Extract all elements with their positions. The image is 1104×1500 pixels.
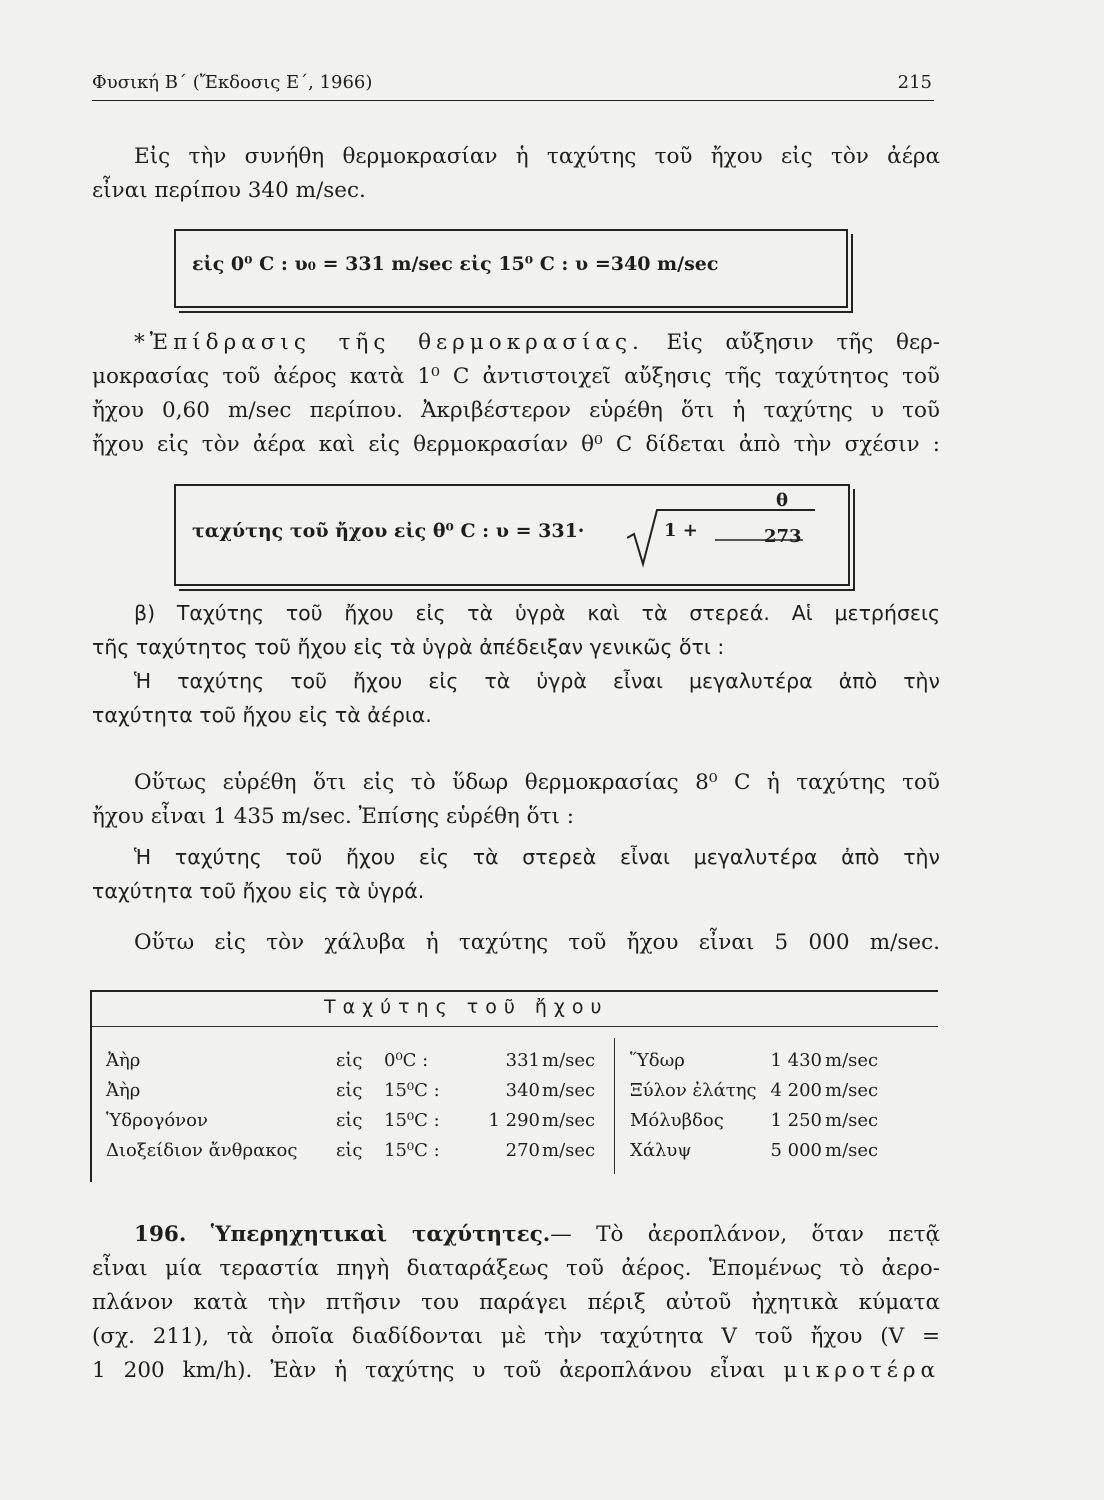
formula-one-plus: 1 +	[664, 520, 698, 541]
table-cell-sub: Ἀὴρ	[106, 1080, 141, 1101]
section-196-line	[92, 1354, 940, 1388]
section-196-line	[92, 1218, 940, 1252]
table-cell-sub2: Χάλυψ	[630, 1140, 692, 1161]
section-text: 1 200 km/h). Ἐὰν ἡ ταχύτης υ τοῦ ἀεροπλάνου εἶναι	[92, 1358, 784, 1383]
table-cell-val2: 1 250	[770, 1110, 822, 1131]
table-cell-temp: 15⁰C :	[384, 1110, 440, 1131]
formula-lead: ταχύτης τοῦ ἤχου εἰς θ⁰ C : υ = 331·	[192, 520, 585, 542]
steel-paragraph	[92, 926, 940, 960]
table-cell-sub: Ἀὴρ	[106, 1050, 141, 1071]
header-title: Φυσική Β΄ (Ἔκδοσις Ε΄, 1966)	[92, 72, 373, 93]
section-196-line: (σχ. 211), τὰ ὁποῖα διαδίδονται μὲ τὴν ταχύτητα V τοῦ ἤχου (V =	[92, 1324, 940, 1349]
steel-line: Οὕτω εἰς τὸν χάλυβα ἡ ταχύτης τοῦ ἤχου εἶναι 5 000 m/sec.	[134, 930, 940, 955]
rule-liquids: ταχύτητα τοῦ ἤχου εἰς τὰ ἀέρια.	[92, 703, 432, 727]
water-line: Οὕτως εὑρέθη ὅτι εἰς τὸ ὕδωρ θερμοκρασίας 8⁰ C ἡ ταχύτης τοῦ	[134, 770, 940, 795]
temperature-text: Εἰς αὔξησιν τῆς θερ-	[643, 330, 941, 355]
liquids-line: τῆς ταχύτητος τοῦ ἤχου εἰς τὰ ὑγρὰ ἀπέδειξαν γενικῶς ὅτι :	[92, 635, 725, 659]
table-cell-val2: 4 200	[770, 1080, 822, 1101]
table-cell-at: εἰς	[336, 1080, 363, 1101]
table-cell-sub2: Ὕδωρ	[630, 1050, 685, 1071]
table-cell-at: εἰς	[336, 1050, 363, 1071]
table-cell-temp: 0⁰C :	[384, 1050, 429, 1071]
intro-line: εἶναι περίπου 340 m/sec.	[92, 178, 366, 203]
table-cell-sub2: Ξύλον ἐλάτης	[630, 1080, 757, 1101]
formula-denominator: 273	[764, 526, 802, 547]
table-cell-unit: m/sec	[542, 1110, 596, 1131]
solids-rule	[92, 840, 940, 908]
table-cell-unit: m/sec	[542, 1080, 596, 1101]
table-cell-unit: m/sec	[542, 1050, 596, 1071]
table-cell-at: εἰς	[336, 1140, 363, 1161]
header-rule	[92, 100, 934, 101]
section-196-paragraph	[92, 1218, 940, 1388]
page-number: 215	[897, 72, 932, 93]
table-cell-unit: m/sec	[542, 1140, 596, 1161]
formula-box-speeds	[174, 229, 848, 308]
section-196-line: πλάνον κατὰ τὴν πτῆσιν του παράγει πέριξ αὐτοῦ ἠχητικὰ κύματα	[92, 1290, 940, 1315]
water-paragraph	[92, 766, 940, 834]
table-cell-temp: 15⁰C :	[384, 1080, 440, 1101]
rule-liquids: Ἡ ταχύτης τοῦ ἤχου εἰς τὰ ὑγρὰ εἶναι μεγαλυτέρα ἀπὸ τὴν	[134, 669, 940, 693]
table-cell-sub2: Μόλυβδος	[630, 1110, 724, 1131]
table-cell-unit2: m/sec	[825, 1110, 879, 1131]
section-text: — Τὸ ἀεροπλάνον, ὅταν πετᾷ	[550, 1222, 940, 1247]
temperature-heading: *Ἐπίδρασις τῆς θερμοκρασίας.	[134, 330, 644, 355]
formula-numerator: θ	[776, 490, 789, 511]
table-cell-sub: Ὑδρογόνον	[106, 1110, 208, 1131]
intro-paragraph	[92, 140, 940, 208]
rule-solids: ταχύτητα τοῦ ἤχου εἰς τὰ ὑγρά.	[92, 879, 425, 903]
spaced-word: μικροτέρα	[783, 1358, 940, 1383]
section-title: Ὑπερηχητικαὶ ταχύτητες.	[210, 1222, 551, 1247]
table-cell-temp: 15⁰C :	[384, 1140, 440, 1161]
table-cell-sub: Διοξείδιον ἄνθρακος	[106, 1140, 298, 1161]
table-divider	[92, 1026, 938, 1027]
temperature-paragraph	[92, 326, 940, 462]
table-cell-val: 1 290	[488, 1110, 540, 1131]
table-cell-unit2: m/sec	[825, 1080, 879, 1101]
table-column-divider	[614, 1038, 615, 1174]
formula-speeds: εἰς 0⁰ C : υ₀ = 331 m/sec εἰς 15⁰ C : υ =340 m/sec	[192, 253, 719, 275]
table-cell-at: εἰς	[336, 1110, 363, 1131]
table-title: Ταχύτης τοῦ ἤχου	[324, 996, 609, 1018]
table-cell-unit2: m/sec	[825, 1140, 879, 1161]
liquids-solids-paragraph	[92, 596, 940, 732]
water-line: ἤχου εἶναι 1 435 m/sec. Ἐπίσης εὑρέθη ὅτι :	[92, 804, 574, 829]
section-196-line: εἶναι μία τεραστία πηγὴ διαταράξεως τοῦ ἀέρος. Ἑπομένως τὸ ἀερο-	[92, 1256, 940, 1281]
speed-of-sound-table	[90, 990, 938, 1182]
table-cell-unit2: m/sec	[825, 1050, 879, 1071]
running-header	[92, 72, 932, 93]
table-cell-val: 331	[505, 1050, 540, 1071]
section-number: 196.	[134, 1222, 187, 1247]
rule-solids: Ἡ ταχύτης τοῦ ἤχου εἰς τὰ στερεὰ εἶναι μεγαλυτέρα ἀπὸ τὴν	[134, 845, 940, 869]
table-cell-val: 340	[505, 1080, 540, 1101]
table-cell-val: 270	[505, 1140, 540, 1161]
temperature-line: ἤχου εἰς τὸν ἀέρα καὶ εἰς θερμοκρασίαν θ⁰ C δίδεται ἀπὸ τὴν σχέσιν :	[92, 432, 940, 457]
formula-box-temperature	[174, 484, 850, 586]
table-cell-val2: 5 000	[770, 1140, 822, 1161]
temperature-line	[92, 326, 940, 360]
liquids-line: β) Ταχύτης τοῦ ἤχου εἰς τὰ ὑγρὰ καὶ τὰ στερεά. Αἱ μετρήσεις	[134, 601, 940, 625]
temperature-line: μοκρασίας τοῦ ἀέρος κατὰ 1⁰ C ἀντιστοιχεῖ αὔξησις τῆς ταχύτητος τοῦ	[92, 364, 940, 389]
table-cell-val2: 1 430	[770, 1050, 822, 1071]
temperature-line: ἤχου 0,60 m/sec περίπου. Ἀκριβέστερον εὑρέθη ὅτι ἡ ταχύτης υ τοῦ	[92, 398, 940, 423]
intro-line: Εἰς τὴν συνήθη θερμοκρασίαν ἡ ταχύτης τοῦ ἤχου εἰς τὸν ἀέρα	[134, 144, 940, 169]
